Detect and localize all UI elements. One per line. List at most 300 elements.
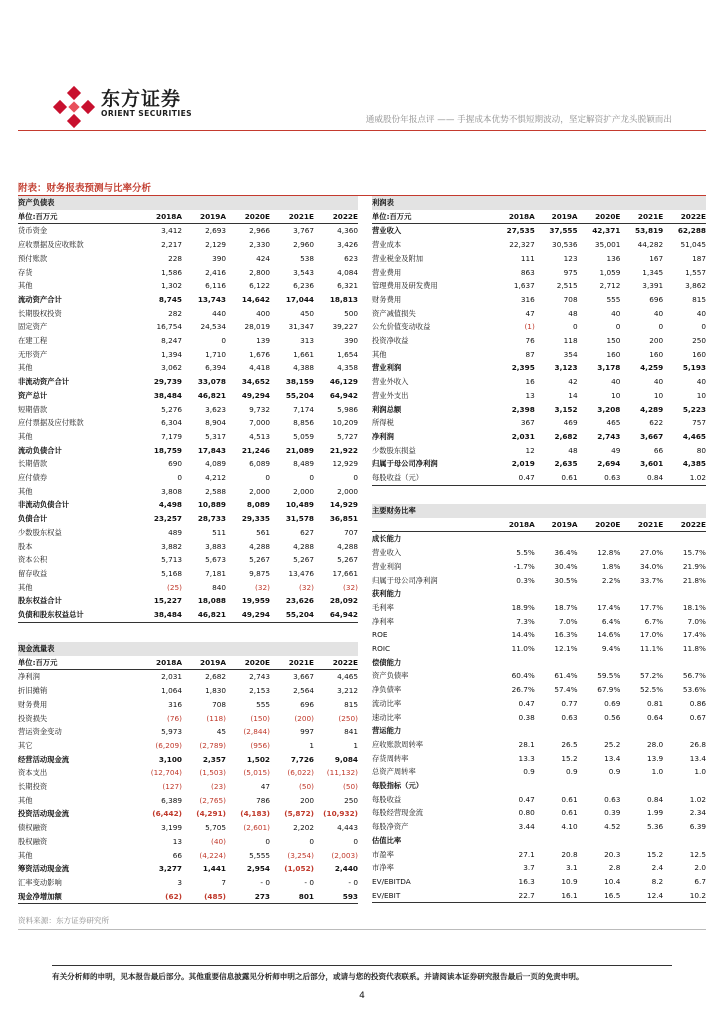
cell-value: 14.6% [597,630,621,640]
cell-value: (2,601) [243,823,270,833]
cell-value: 18,813 [329,294,358,304]
cell-value: 29,335 [241,514,270,524]
cell-value: - 0 [348,877,358,887]
cash-flow-grid [18,642,358,904]
cell-value: 2,357 [202,754,226,764]
cell-value: 0.39 [604,808,621,818]
cell-value: 200 [300,795,314,805]
cell-value: 801 [270,890,314,904]
cell-value: 4,212 [205,473,226,483]
brand-name-cn: 东方证券 [101,88,182,110]
cell-value: 5,267 [249,555,270,565]
cell-value: (250) [338,713,358,723]
cell-value: (2,844) [243,727,270,737]
cell-value: 8,904 [205,418,226,428]
cell-value: 87 [525,349,535,359]
cell-value: 26.8 [689,739,706,749]
cell-value: 6.7 [694,876,706,886]
cell-value: 593 [314,890,358,904]
cell-value: 815 [344,699,358,709]
cell-value [578,724,621,738]
cell-value: (76) [167,713,182,723]
cell-value: 31,347 [288,322,314,332]
table-row [18,794,358,808]
table-row [372,430,706,444]
table-row [372,293,706,307]
table-row [372,457,706,471]
cell-value [492,779,535,793]
cell-value: 708 [212,699,226,709]
cell-value: 0.47 [518,794,535,804]
cell-value: 12.1% [554,644,578,654]
row-label: 存货周转率 [372,753,409,763]
cell-value: 20.8 [561,849,578,859]
cell-value [620,656,663,670]
cell-value: 27.1 [518,849,535,859]
cell-value: 5,727 [337,431,358,441]
cell-value: 167 [649,253,664,263]
cell-value: 6,304 [161,418,182,428]
cell-value: 4,385 [682,459,706,469]
column-header-year: 2021E [620,518,663,532]
cell-value: 0 [221,336,226,346]
row-label: 总资产周转率 [372,767,416,777]
cell-value: 52.5% [640,685,664,695]
cell-value: 0.84 [620,471,663,485]
cell-value: 5,317 [205,431,226,441]
cell-value: 555 [606,294,621,304]
cell-value: 0.61 [535,471,578,485]
cell-value: 7.0% [687,616,706,626]
cell-value: 0.67 [689,712,706,722]
cell-value: 555 [256,699,270,709]
cell-value: 9,732 [249,404,270,414]
cell-value: 10 [653,390,664,400]
cell-value: 0.84 [646,794,664,804]
table-row [372,848,706,862]
cell-value: 28,733 [197,514,226,524]
cell-value: 4.10 [561,822,578,832]
table-row [372,806,706,820]
cell-value: 26.7% [511,685,535,695]
column-header-year: 2018A [138,210,182,224]
cell-value [578,532,621,546]
cell-value: 500 [344,308,358,318]
cell-value: 3,178 [597,363,621,373]
cell-value: 1,394 [161,349,182,359]
table-row [18,698,358,712]
table-row [18,608,358,622]
cell-value: 0 [309,473,314,483]
cell-value: (150) [250,713,270,723]
cash-flow-table [18,642,358,904]
cell-value: (50) [343,782,358,792]
cell-value: 150 [606,336,621,346]
table-title: 现金流量表 [18,642,358,656]
table-row [372,444,706,458]
column-header-year: 2022E [314,210,358,224]
row-label: 每股收益（元） [372,471,492,485]
cell-value: 38,484 [138,608,182,622]
table-row [18,753,358,767]
cell-value: 2,202 [293,823,314,833]
cell-value: 3,062 [161,363,182,373]
cell-value [535,724,578,738]
cell-value: 2,588 [205,486,226,496]
row-label: 市盈率 [372,849,394,859]
cell-value: 623 [344,253,358,263]
section-row [372,587,706,601]
cell-value [492,724,535,738]
row-label: 非流动资产合计 [18,377,70,387]
cell-value: 13 [172,836,182,846]
cell-value: 13.4 [604,753,621,763]
cell-value: 0 [265,473,270,483]
table-row [372,861,706,875]
cell-value: 7,000 [249,418,270,428]
row-label: 预付账款 [18,253,48,263]
table-row [372,669,706,683]
cell-value: 2,000 [337,486,358,496]
cell-value: 55,204 [285,390,314,400]
row-label: 短期借款 [18,404,48,414]
cell-value: 4,388 [293,363,314,373]
row-label: 速动比率 [372,712,402,722]
cell-value: 136 [606,253,621,263]
cell-value: 4,465 [682,431,706,441]
cell-value: 5,276 [161,404,182,414]
cell-value: 17,661 [332,568,358,578]
cell-value: 8,489 [293,459,314,469]
cell-value: 0.77 [561,698,578,708]
cell-value: 0.64 [646,712,664,722]
cell-value: 21.8% [682,575,706,585]
cell-value: 1,710 [205,349,226,359]
cell-value: 2,954 [246,864,270,874]
cell-value: 2,712 [599,281,621,291]
cell-value: 696 [649,294,664,304]
cell-value: 49,294 [226,608,270,622]
cell-value: 22.7 [492,889,535,903]
table-row [18,320,358,334]
cell-value: - 0 [260,877,270,887]
cell-value: 0.80 [518,808,535,818]
table-row [372,279,706,293]
cell-value: 59.5% [597,671,621,681]
cell-value: (23) [211,782,226,792]
cell-value: 6,389 [161,795,182,805]
row-label: 固定资产 [18,322,48,332]
cell-value [578,656,621,670]
table-header-row [18,210,358,224]
cell-value: 3,623 [205,404,226,414]
cell-value: 27.0% [640,548,664,558]
row-label: 非流动负债合计 [18,500,70,510]
cell-value: 250 [692,336,706,346]
cell-value: 53,819 [635,226,664,236]
cell-value: (10,932) [323,809,358,819]
table-title-row [372,196,706,210]
cell-value: 10 [696,390,706,400]
cell-value: 316 [168,699,182,709]
disclaimer-text: 有关分析师的申明，见本报告最后部分。其他重要信息披露见分析师申明之后部分，或请与您的投资代表联系。并请阅读本证券研究报告最后一页的免责申明。 [52,972,584,981]
cell-value: (32) [299,582,314,592]
table-row [18,567,358,581]
cell-value: 2,129 [205,240,226,250]
cell-value: 3 [177,877,182,887]
cell-value: 2,440 [334,864,358,874]
row-label: 获利能力 [372,589,402,599]
page-number: 4 [359,991,365,1001]
cell-value: 13.3 [518,753,535,763]
cell-value: 815 [692,294,706,304]
cell-value: 3,667 [640,431,664,441]
table-row [372,560,706,574]
row-label: 归属于母公司净利润 [372,575,438,585]
cell-value: 20.3 [604,849,621,859]
table-row [18,835,358,849]
row-label: 负债和股东权益总计 [18,608,138,622]
row-label: 负债合计 [18,514,48,524]
cell-value: 2,416 [205,267,226,277]
cell-value: 14,642 [241,294,270,304]
cell-value: 14.4% [511,630,535,640]
row-label: 无形资产 [18,349,48,359]
cell-value: 7.3% [516,616,535,626]
cell-value [492,656,535,670]
cell-value: 250 [344,795,358,805]
cell-value: 997 [300,727,314,737]
cell-value: 390 [344,336,358,346]
row-label: 投资净收益 [372,336,409,346]
cell-value: 2.4 [651,863,664,873]
cell-value [535,779,578,793]
cell-value: 0 [572,322,578,332]
cell-value: 3,199 [161,823,182,833]
row-label: 营业税金及附加 [372,253,424,263]
table-row [372,820,706,834]
cell-value: (956) [250,740,270,750]
table-header-row [372,518,706,532]
table-row [18,876,358,890]
cell-value: 34.0% [640,561,664,571]
cell-value: 1.0 [694,767,706,777]
cell-value: 40 [611,308,621,318]
cell-value: 48 [568,445,578,455]
column-header-year: 2018A [492,210,535,224]
cell-value: 5,555 [249,850,270,860]
cell-value: 30.5% [554,575,578,585]
cell-value: (4,291) [196,809,226,819]
cell-value: 46,821 [182,608,226,622]
income-statement-grid [372,196,706,486]
row-label: 营业收入 [372,226,402,236]
cell-value: 23,626 [285,596,314,606]
cell-value: 4,360 [337,226,358,236]
cell-value: 0.63 [561,712,578,722]
column-header-year: 2020E [226,210,270,224]
table-row [372,711,706,725]
cell-value: 0.86 [689,698,706,708]
financial-ratios-table [372,504,706,903]
table-row [18,361,358,375]
cell-value: (25) [167,582,182,592]
table-row [18,334,358,348]
row-label: 应收账款周转率 [372,739,424,749]
row-label: 流动负债合计 [18,445,62,455]
cell-value: 7,726 [290,754,314,764]
row-label: 应收票据及应收账款 [18,240,84,250]
cell-value: (6,442) [152,809,182,819]
cell-value: (1) [524,322,535,332]
cell-value: 160 [692,349,706,359]
cell-value: 2,743 [597,431,621,441]
cell-value [535,834,578,848]
cell-value: 6.7% [644,616,664,626]
row-label: 其他 [372,349,387,359]
cell-value: 3,100 [158,754,182,764]
row-label: 资产减值损失 [372,308,416,318]
row-label: 长期投资 [18,782,48,792]
cell-value: 36,851 [329,514,358,524]
row-label: 市净率 [372,863,394,873]
cell-value: 40 [653,377,664,387]
table-row [372,546,706,560]
cell-value: 40 [653,308,664,318]
row-label: 流动资产合计 [18,294,62,304]
table-row [18,890,358,904]
cell-value: 21.9% [682,561,706,571]
table-row [18,684,358,698]
column-header-year: 2021E [620,210,663,224]
cell-value: 2,635 [554,459,578,469]
row-label: 净利率 [372,616,394,626]
cell-value: (1,052) [284,864,314,874]
cell-value: 1,302 [161,281,182,291]
cell-value: 0.56 [604,712,621,722]
cell-value [663,532,706,546]
row-label: 在建工程 [18,336,48,346]
table-row [372,252,706,266]
cell-value: 17.7% [640,602,664,612]
table-row [18,471,358,485]
cell-value: 3.7 [523,863,535,873]
cell-value: 42,371 [592,226,621,236]
cell-value: 0.63 [578,471,621,485]
cell-value [663,656,706,670]
table-row [18,430,358,444]
table-row [18,416,358,430]
cell-value: 1,637 [513,281,535,291]
cell-value: 15.7% [682,548,706,558]
cell-value: 8,247 [161,336,182,346]
table-row [18,266,358,280]
cell-value: 3,391 [642,281,664,291]
row-label: 营业利润 [372,363,402,373]
cell-value: 390 [212,253,226,263]
row-label: 成长能力 [372,534,402,544]
cell-value: 228 [168,253,182,263]
column-header-year: 2020E [578,210,621,224]
cell-value: -1.7% [513,561,535,571]
cell-value: 4,084 [337,267,358,277]
cell-value: 30.4% [554,561,578,571]
table-row [372,224,706,238]
row-label: 筹资活动现金流 [18,864,70,874]
cell-value: 18,759 [153,445,182,455]
cell-value: 5,673 [205,555,226,565]
cell-value: 0.63 [604,794,621,804]
table-row [18,403,358,417]
table-row [372,738,706,752]
cell-value: 2,398 [511,404,535,414]
cell-value: 6,321 [337,281,358,291]
cell-value: 1.8% [601,561,621,571]
cell-value: 17.0% [640,630,664,640]
cell-value: 6.39 [689,822,706,832]
cell-value: 8,089 [246,500,270,510]
table-row [18,739,358,753]
cell-value [492,532,535,546]
cell-value: 21,089 [285,445,314,455]
cell-value: 1 [309,740,314,750]
cell-value: 450 [300,308,314,318]
cell-value: 786 [256,795,270,805]
cell-value: 57.2% [640,671,664,681]
table-title-row [18,196,358,210]
table-row [18,444,358,458]
column-header-year: 2019A [182,656,226,670]
cell-value: 1,502 [246,754,270,764]
cell-value: 1 [353,740,358,750]
cell-value: 18.7% [554,602,578,612]
cell-value: 2,564 [293,686,314,696]
table-row [372,642,706,656]
cell-value [535,587,578,601]
table-row [372,238,706,252]
row-label: EV/EBIT [372,889,492,903]
cell-value: 14,929 [329,500,358,510]
row-label: 少数股东权益 [18,527,62,537]
table-row [372,471,706,485]
cell-value: 9.4% [601,644,621,654]
row-label: 估值比率 [372,835,402,845]
cell-value: 25.2 [604,739,621,749]
cell-value: 16.1 [535,889,578,903]
table-row [18,712,358,726]
column-header-year: 2022E [314,656,358,670]
row-label: 流动比率 [372,698,402,708]
column-header-label: 单位:百万元 [18,210,138,224]
cell-value: 3,862 [685,281,706,291]
cell-value: 3,667 [293,672,314,682]
cell-value [620,779,663,793]
table-title: 利润表 [372,196,706,210]
row-label: 经营活动现金流 [18,754,70,764]
cell-value: (40) [211,836,226,846]
cell-value: 3,882 [161,541,182,551]
cell-value: 1,586 [161,267,182,277]
table-row [372,615,706,629]
table-row [18,238,358,252]
cell-value: 3,426 [337,240,358,250]
cell-value: 5,705 [205,823,226,833]
cell-value: 4,288 [337,541,358,551]
table-row [18,348,358,362]
cell-value: 3,543 [293,267,314,277]
table-row [18,821,358,835]
cell-value [620,834,663,848]
